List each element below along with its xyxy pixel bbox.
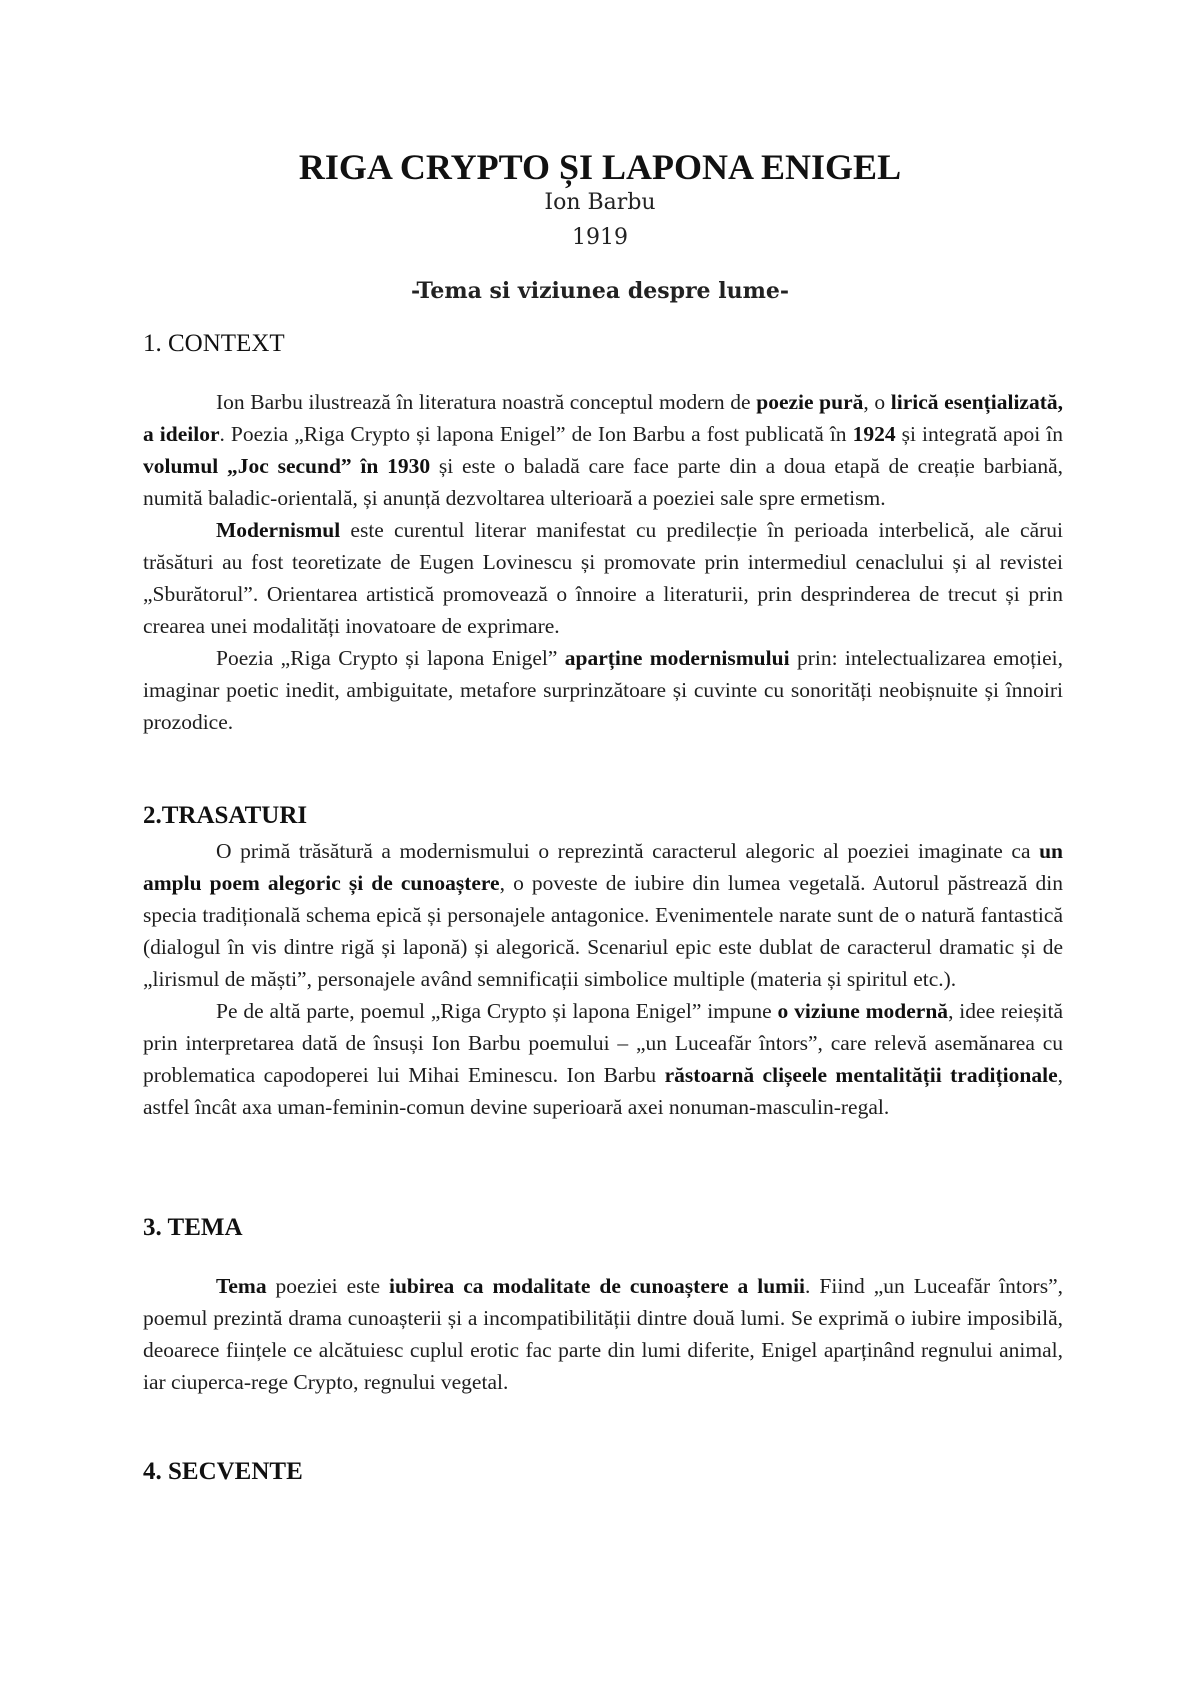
paragraph: Poezia „Riga Crypto și lapona Enigel” aparține modernismului prin: intelectualizarea emoției, imaginar poetic inedit, ambiguitate, metafore surprinzătoare și cuvinte cu sonorități neobișnuite și înnoiri prozodice. — [143, 646, 1063, 734]
document-title: RIGA CRYPTO ȘI LAPONA ENIGEL — [298, 147, 902, 187]
document-subtitle: -Tema si viziunea despre lume- — [411, 278, 789, 304]
section-heading-tema: 3. TEMA — [143, 1214, 243, 1241]
document-year: 1919 — [572, 225, 628, 250]
document-author: Ion Barbu — [544, 190, 656, 215]
section-heading-secvente: 4. SECVENTE — [143, 1458, 303, 1485]
section-heading-trasaturi: 2.TRASATURI — [143, 802, 308, 829]
paragraph: Ion Barbu ilustrează în literatura noastră conceptul modern de poezie pură, o lirică esențializată, a ideilor. Poezia „Riga Crypto și lapona Enigel” de Ion Barbu a fost publicată în 1924 și integrată apoi în volumul „Joc secund” în 1930 și este o baladă care face parte din a doua etapă de creație barbiană, numită baladic-orientală, și anunță dezvoltarea ulterioară a poeziei sale spre ermetism. — [143, 390, 1064, 510]
paragraph: Modernismul este curentul literar manifestat cu predilecție în perioada interbelică, ale cărui trăsături au fost teoretizate de Eugen Lovinescu și promovate prin intermediul cenaclului și al revistei „Sburătorul”. Orientarea artistică promovează o înnoire a literaturii, prin desprinderea de trecut și prin crearea unei modalități inovatoare de exprimare. — [143, 518, 1063, 638]
section-body-trasaturi — [143, 835, 1063, 1123]
section-body-context — [143, 386, 1063, 738]
paragraph: O primă trăsătură a modernismului o reprezintă caracterul alegoric al poeziei imaginate ca un amplu poem alegoric și de cunoaștere, o poveste de iubire din lumea vegetală. Autorul păstrează din specia tradițională schema epică și personajele antagonice. Evenimentele narate sunt de o natură fantastică (dialogul în vis dintre rigă și laponă) și alegorică. Scenariul epic este dublat de caracterul dramatic și de „lirismul de măști”, personajele având semnificații simbolice multiple (materia și spiritul etc.). — [143, 839, 1063, 991]
paragraph: Tema poeziei este iubirea ca modalitate de cunoaștere a lumii. Fiind „un Luceafăr întors”, poemul prezintă drama cunoașterii și a incompatibilității dintre două lumi. Se exprimă o iubire imposibilă, deoarece ființele ce alcătuiesc cuplul erotic fac parte din lumi diferite, Enigel aparținând regnului animal, iar ciuperca-rege Crypto, regnului vegetal. — [143, 1274, 1063, 1394]
section-body-tema — [143, 1270, 1063, 1398]
section-heading-context: 1. CONTEXT — [143, 330, 285, 357]
paragraph: Pe de altă parte, poemul „Riga Crypto și lapona Enigel” impune o viziune modernă, idee reieșită prin interpretarea dată de însuși Ion Barbu poemului – „un Luceafăr întors”, care relevă asemănarea cu problematica capodoperei lui Mihai Eminescu. Ion Barbu răstoarnă clișeele mentalității tradiționale, astfel încât axa uman-feminin-comun devine superioară axei nonuman-masculin-regal. — [143, 999, 1063, 1119]
